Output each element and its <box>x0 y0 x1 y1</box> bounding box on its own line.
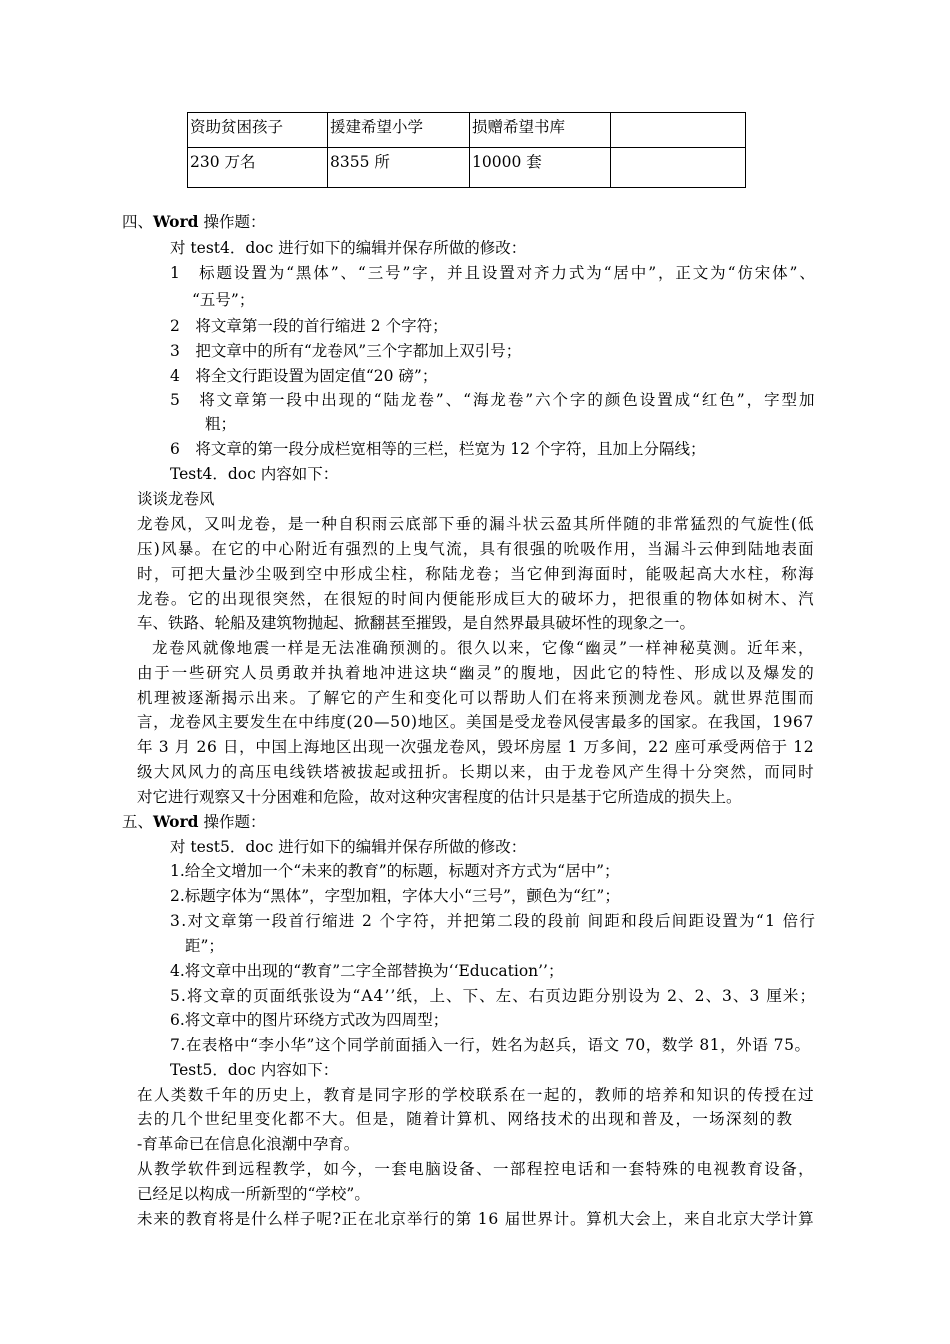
section4-paragraph-line: 由 于 一 些 研 究 人 员 勇 敢 并 执 着 地 冲 进 这 块 “ 幽 灵 ” 的 腹 地 ， 因 此 它 的 特 性 、 形 成 以 及 爆 发 的 <box>137 664 814 682</box>
table-row <box>188 148 746 188</box>
section5-content-label: Test5．doc 内容如下： <box>170 1061 339 1079</box>
section4-paragraph-line: 年 3 月 2 6 日 ， 中 国 上 海 地 区 出 现 一 次 强 龙 卷 风 ， 毁 坏 房 屋 1 万 多 间 ， 2 2 座 可 承 受 两 倍 于 1 2 <box>137 738 814 756</box>
section5-paragraph-line: 未 来 的 教 育 将 是 什 么 样 子 呢 ? 正 在 北 京 举 行 的 第 1 6 届 世 界 计 。 算 机 大 会 上 ， 来 自 北 京 大 学 计 算 <box>137 1210 814 1228</box>
section5-item: 6.将文章中的图片环绕方式改为四周型； <box>170 1011 449 1029</box>
section5-paragraph-line: 去 的 几 个 世 纪 里 变 化 都 不 大 。 但 是 ， 随 着 计 算 机 、 网 络 技 术 的 出 现 和 普 及 ， 一 场 深 刻 的 教 <box>137 1110 792 1128</box>
section5-item: 1.给全文增加一个“未来的教育”的标题，标题对齐方式为“居中”； <box>170 862 620 880</box>
section4-item: 4 将全文行距设置为固定值“20 磅”； <box>170 367 438 385</box>
section5-paragraph-line: 已经足以构成一所新型的“学校”。 <box>137 1185 370 1203</box>
section4-item: 5 将 文 章 第 一 段 中 出 现 的 “ 陆 龙 卷 ” 、 “ 海 龙 卷 ” 六 个 字 的 颜 色 设 置 成 “ 红 色 ” ， 字 型 加 <box>170 391 815 409</box>
section4-paragraph-line: 言 ， 龙 卷 风 主 要 发 生 在 中 纬 度 ( 2 0 — 5 0 ) 地 区 。 美 国 是 受 龙 卷 风 侵 害 最 多 的 国 家 。 在 我 国 ， 1 9 6 7 <box>137 713 814 731</box>
section4-paragraph-line: 龙 卷 风 就 像 地 震 一 样 是 无 法 准 确 预 测 的 。 很 久 以 来 ， 它 像 “ 幽 灵 ” 一 样 神 秘 莫 测 。 近 年 来 ， <box>152 639 814 657</box>
section4-paragraph-line: 时 ， 可 把 大 量 沙 尘 吸 到 空 中 形 成 尘 柱 ， 称 陆 龙 卷 ； 当 它 伸 到 海 面 时 ， 能 吸 起 高 大 水 柱 ， 称 海 <box>137 565 814 583</box>
section4-paragraph-line: 龙 卷 风 ， 又 叫 龙 卷 ， 是 一 种 自 积 雨 云 底 部 下 垂 的 漏 斗 状 云 盈 其 所 伴 随 的 非 常 猛 烈 的 气 旋 性 ( 低 <box>137 515 814 533</box>
section4-paragraph-line: 级 大 风 风 力 的 高 压 电 线 铁 塔 被 拔 起 或 扭 折 。 长 期 以 来 ， 由 于 龙 卷 风 产 生 得 十 分 突 然 ， 而 同 时 <box>137 763 814 781</box>
section5-item: 2.标题字体为“黑体”，字型加粗，字体大小“三号”，颤色为“红”； <box>170 887 620 905</box>
section5-paragraph-line: -育革命已在信息化浪潮中孕育。 <box>137 1135 360 1153</box>
section4-intro: 对 test4．doc 进行如下的编辑并保存所做的修改： <box>170 239 527 257</box>
table-cell <box>611 113 746 148</box>
section4-item: 2 将文章第一段的首行缩进 2 个字符； <box>170 317 448 335</box>
section4-content-label: Test4．doc 内容如下： <box>170 465 339 483</box>
section5-item: 4.将文章中出现的“教育”二字全部替换为‘‘Education’’； <box>170 962 564 980</box>
section4-paragraph-line: 车、铁路、轮船及建筑物抛起、掀翻甚至摧毁，是自然界最具破坏性的现象之一。 <box>137 614 696 632</box>
section4-paragraph-line: 对它进行观察又十分困难和危险，故对这种灾害程度的估计只是基于它所造成的损失上。 <box>137 788 742 806</box>
section4-item: “五号”； <box>192 291 255 309</box>
section5-item: 7 . 在 表 格 中 “ 李 小 华 ” 这 个 同 学 前 面 插 入 一 行 ， 姓 名 为 赵 兵 ， 语 文 7 0 ， 数 学 8 1 ， 外 语 7 5 。 <box>170 1036 810 1054</box>
table-cell: 资助贫困孩子 <box>188 113 328 148</box>
section5-paragraph-line: 从 教 学 软 件 到 远 程 教 学 ， 如 今 ， 一 套 电 脑 设 备 、 一 部 程 控 电 话 和 一 套 特 殊 的 电 视 教 育 设 备 ， <box>137 1160 814 1178</box>
table-cell: 损赠希望书库 <box>470 113 611 148</box>
table-cell: 230 万名 <box>188 148 328 188</box>
section4-item: 粗； <box>205 415 237 433</box>
section4-item: 6 将文章的第一段分成栏宽相等的三栏，栏宽为 12 个字符，且加上分隔线； <box>170 440 706 458</box>
section4-doc-title: 谈谈龙卷风 <box>137 490 215 508</box>
section5-intro: 对 test5．doc 进行如下的编辑并保存所做的修改： <box>170 838 527 856</box>
section4-heading: 四、Word 操作题： <box>122 212 266 231</box>
section4-paragraph-line: 压 ) 风 暴 。 在 它 的 中 心 附 近 有 强 烈 的 上 曳 气 流 ， 具 有 很 强 的 吮 吸 作 用 ， 当 漏 斗 云 伸 到 陆 地 表 面 <box>137 540 814 558</box>
table-row <box>188 113 746 148</box>
section5-item: 5 . 将 文 章 的 页 面 纸 张 设 为 “ A 4 ’ ’ 纸 ， 上 、 下 、 左 、 右 页 边 距 分 别 设 为 2 、 2 、 3 、 3 厘 米 ； <box>170 987 815 1005</box>
section5-item: 距”； <box>185 937 224 955</box>
table-cell <box>611 148 746 188</box>
section4-item: 1 标 题 设 置 为 “ 黑 体 ” 、 “ 三 号 ” 字 ， 并 且 设 置 对 齐 力 式 为 “ 居 中 ” ， 正 文 为 “ 仿 宋 体 ” 、 <box>170 264 815 282</box>
section5-item: 3 . 对 文 章 第 一 段 首 行 缩 进 2 个 字 符 ， 并 把 第 二 段 的 段 前 间 距 和 段 后 间 距 设 置 为 “ 1 倍 行 <box>170 912 815 930</box>
section5-paragraph-line: 在 人 类 数 千 年 的 历 史 上 ， 教 育 是 同 字 形 的 学 校 联 系 在 一 起 的 ， 教 师 的 培 养 和 知 识 的 传 授 在 过 <box>137 1086 814 1104</box>
table-cell: 援建希望小学 <box>328 113 470 148</box>
section4-item: 3 把文章中的所有“龙卷风”三个字都加上双引号； <box>170 342 522 360</box>
section4-paragraph-line: 龙 卷 。 它 的 出 现 很 突 然 ， 在 很 短 的 时 间 内 便 能 形 成 巨 大 的 破 坏 力 ， 把 很 重 的 物 体 如 树 木 、 汽 <box>137 590 814 608</box>
table-cell: 10000 套 <box>470 148 611 188</box>
donation-table <box>187 112 746 188</box>
section4-paragraph-line: 机 理 被 逐 渐 揭 示 出 来 。 了 解 它 的 产 生 和 变 化 可 以 帮 助 人 们 在 将 来 预 测 龙 卷 风 。 就 世 界 范 围 而 <box>137 689 814 707</box>
table-cell: 8355 所 <box>328 148 470 188</box>
section5-heading: 五、Word 操作题： <box>122 812 266 831</box>
